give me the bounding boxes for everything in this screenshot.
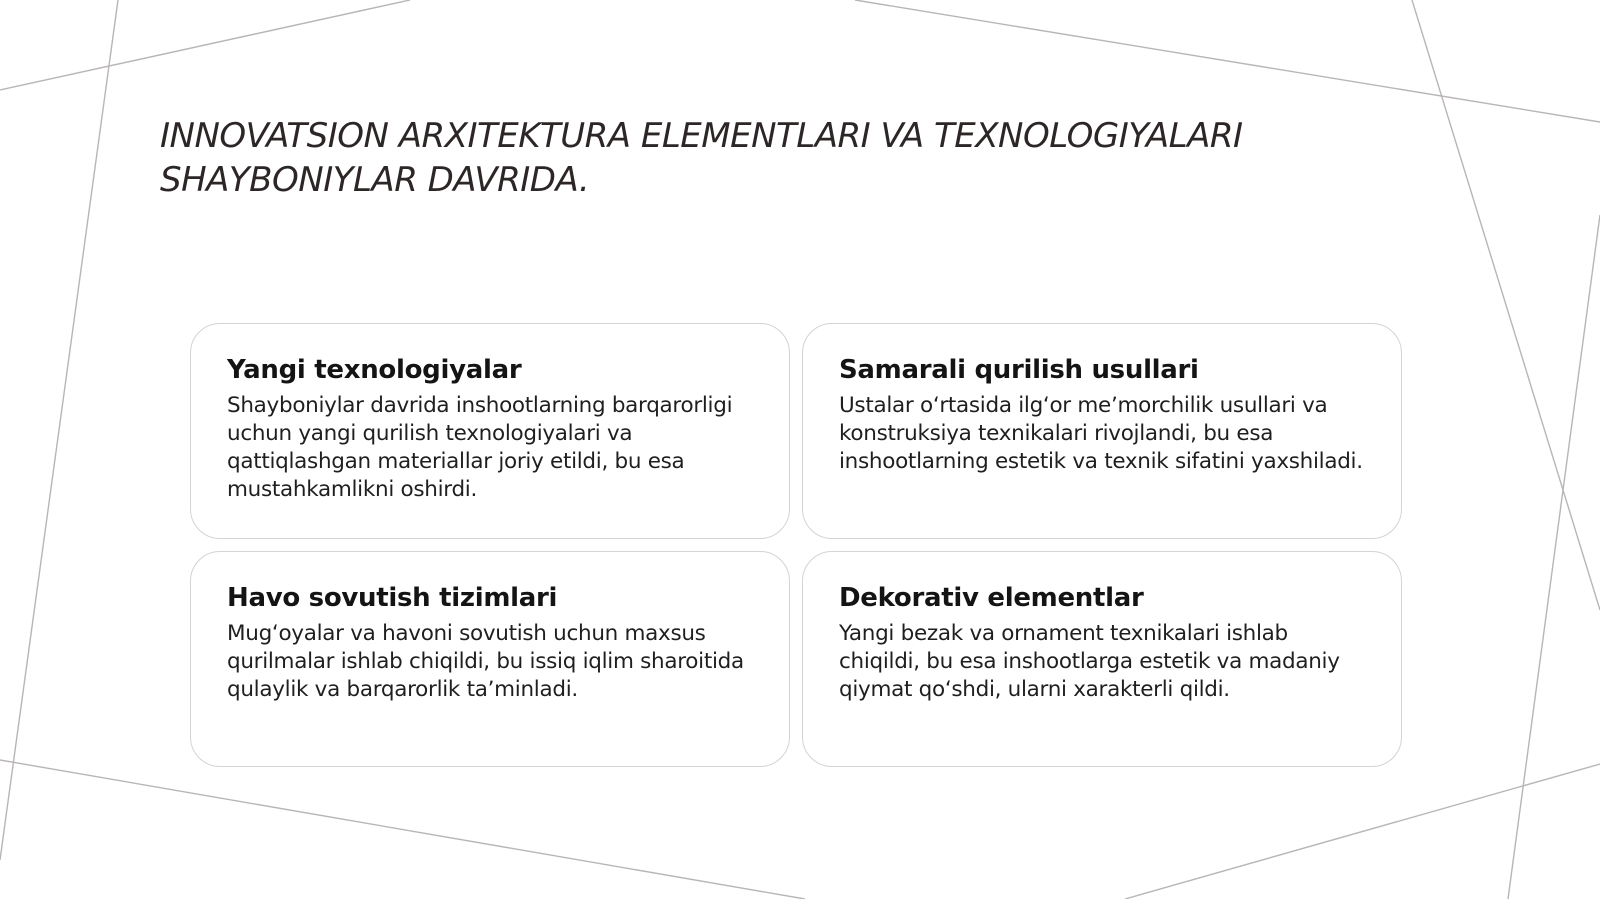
card-title: Samarali qurilish usullari	[839, 355, 1199, 385]
card-description: Shayboniylar davrida inshootlarning barqarorligi uchun yangi qurilish texnologiyalari va qattiqlashgan materiallar joriy etildi, bu esa mustahkamlikni oshirdi.	[227, 393, 733, 502]
background-line	[1125, 764, 1600, 899]
background-line	[1412, 0, 1600, 610]
background-line	[0, 0, 410, 90]
card-title: Yangi texnologiyalar	[227, 355, 522, 385]
card-title: Dekorativ elementlar	[839, 583, 1144, 613]
feature-card-air-cooling	[190, 551, 790, 767]
background-line	[855, 0, 1600, 122]
card-description: Ustalar oʻrtasida ilgʻor meʼmorchilik usullari va konstruksiya texnikalari rivojlandi, bu esa inshootlarning estetik va texnik sifatini yaxshiladi.	[839, 393, 1363, 474]
background-line	[1508, 215, 1600, 899]
feature-card-new-technologies	[190, 323, 790, 539]
card-description: Yangi bezak va ornament texnikalari ishlab chiqildi, bu esa inshootlarga estetik va madaniy qiymat qoʻshdi, ularni xarakterli qildi.	[839, 621, 1340, 702]
feature-card-grid	[190, 323, 1410, 767]
card-description: Mugʻoyalar va havoni sovutish uchun maxsus qurilmalar ishlab chiqildi, bu issiq iqlim sharoitida qulaylik va barqarorlik taʼminladi.	[227, 621, 744, 702]
slide-title: INNOVATSION ARXITEKTURA ELEMENTLARI VA TEXNOLOGIYALARI SHAYBONIYLAR DAVRIDA.	[160, 116, 1243, 200]
card-title: Havo sovutish tizimlari	[227, 583, 558, 613]
feature-card-decorative-elements	[802, 551, 1402, 767]
feature-card-efficient-construction	[802, 323, 1402, 539]
background-line	[0, 0, 118, 860]
background-line	[0, 760, 805, 899]
